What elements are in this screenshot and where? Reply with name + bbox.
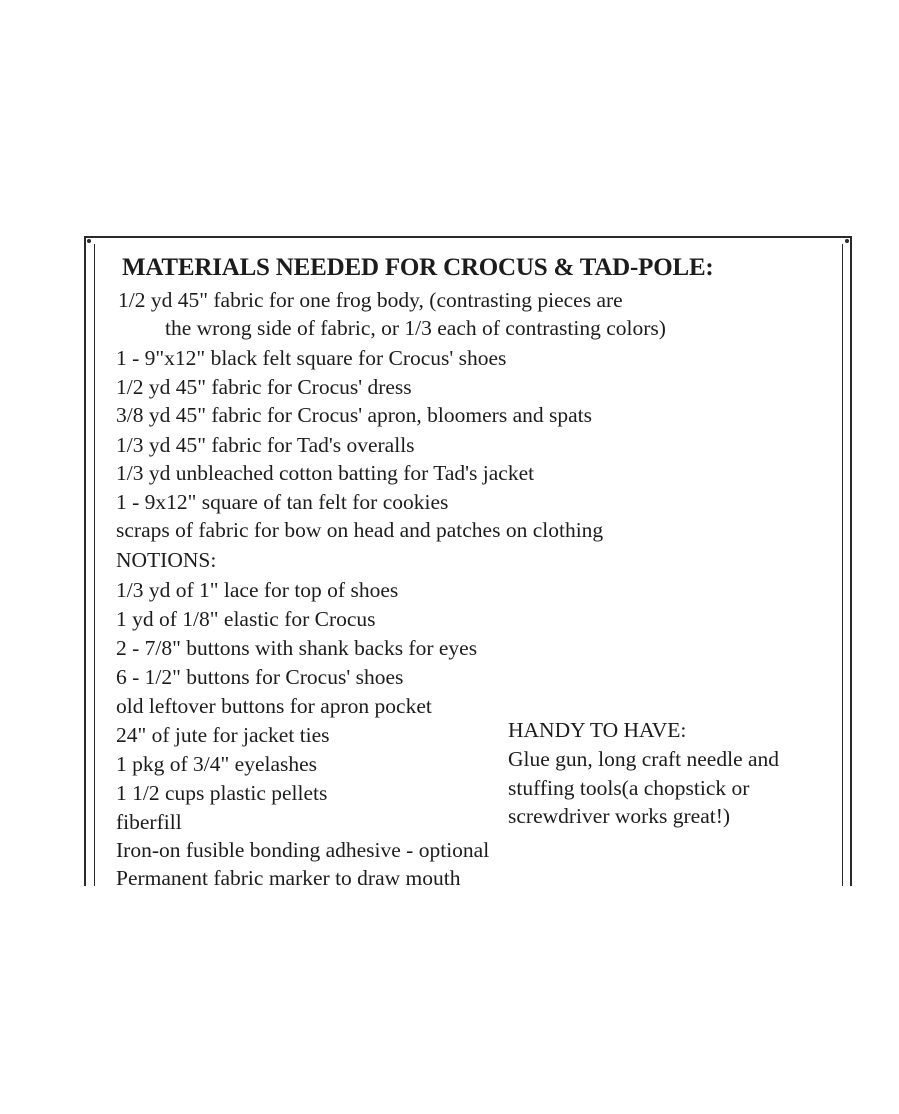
handy-line: screwdriver works great!) [508, 804, 731, 828]
material-line: 1/3 yd unbleached cotton batting for Tad's jacket [116, 461, 535, 485]
notion-line: Iron-on fusible bonding adhesive - optional [116, 838, 490, 862]
notions-heading: NOTIONS: [116, 548, 217, 572]
notion-line: Permanent fabric marker to draw mouth [116, 866, 461, 890]
notion-line: 24" of jute for jacket ties [116, 723, 330, 747]
notion-line: old leftover buttons for apron pocket [116, 694, 432, 718]
right-inner-rule [842, 244, 843, 886]
left-inner-rule [94, 244, 95, 886]
materials-heading: MATERIALS NEEDED FOR CROCUS & TAD-POLE: [122, 254, 714, 281]
corner-mark-top-left [87, 239, 91, 243]
material-line: 3/8 yd 45" fabric for Crocus' apron, bloomers and spats [116, 403, 592, 427]
material-line: 1 - 9"x12" black felt square for Crocus' shoes [116, 346, 507, 370]
notion-line: 6 - 1/2" buttons for Crocus' shoes [116, 665, 404, 689]
notion-line: 1 yd of 1/8" elastic for Crocus [116, 607, 376, 631]
material-line: the wrong side of fabric, or 1/3 each of contrasting colors) [165, 316, 666, 340]
material-line: 1/2 yd 45" fabric for Crocus' dress [116, 375, 412, 399]
handy-line: stuffing tools(a chopstick or [508, 776, 750, 800]
notion-line: 1/3 yd of 1" lace for top of shoes [116, 578, 399, 602]
material-line: 1/2 yd 45" fabric for one frog body, (contrasting pieces are [118, 288, 623, 312]
notion-line: fiberfill [116, 810, 182, 834]
notion-line: 2 - 7/8" buttons with shank backs for eyes [116, 636, 478, 660]
handy-line: Glue gun, long craft needle and [508, 747, 780, 771]
handy-heading: HANDY TO HAVE: [508, 718, 687, 742]
material-line: 1 - 9x12" square of tan felt for cookies [116, 490, 449, 514]
material-line: 1/3 yd 45" fabric for Tad's overalls [116, 433, 415, 457]
notion-line: 1 pkg of 3/4" eyelashes [116, 752, 318, 776]
material-line: scraps of fabric for bow on head and patches on clothing [116, 518, 604, 542]
corner-mark-top-right [845, 239, 849, 243]
notion-line: 1 1/2 cups plastic pellets [116, 781, 328, 805]
